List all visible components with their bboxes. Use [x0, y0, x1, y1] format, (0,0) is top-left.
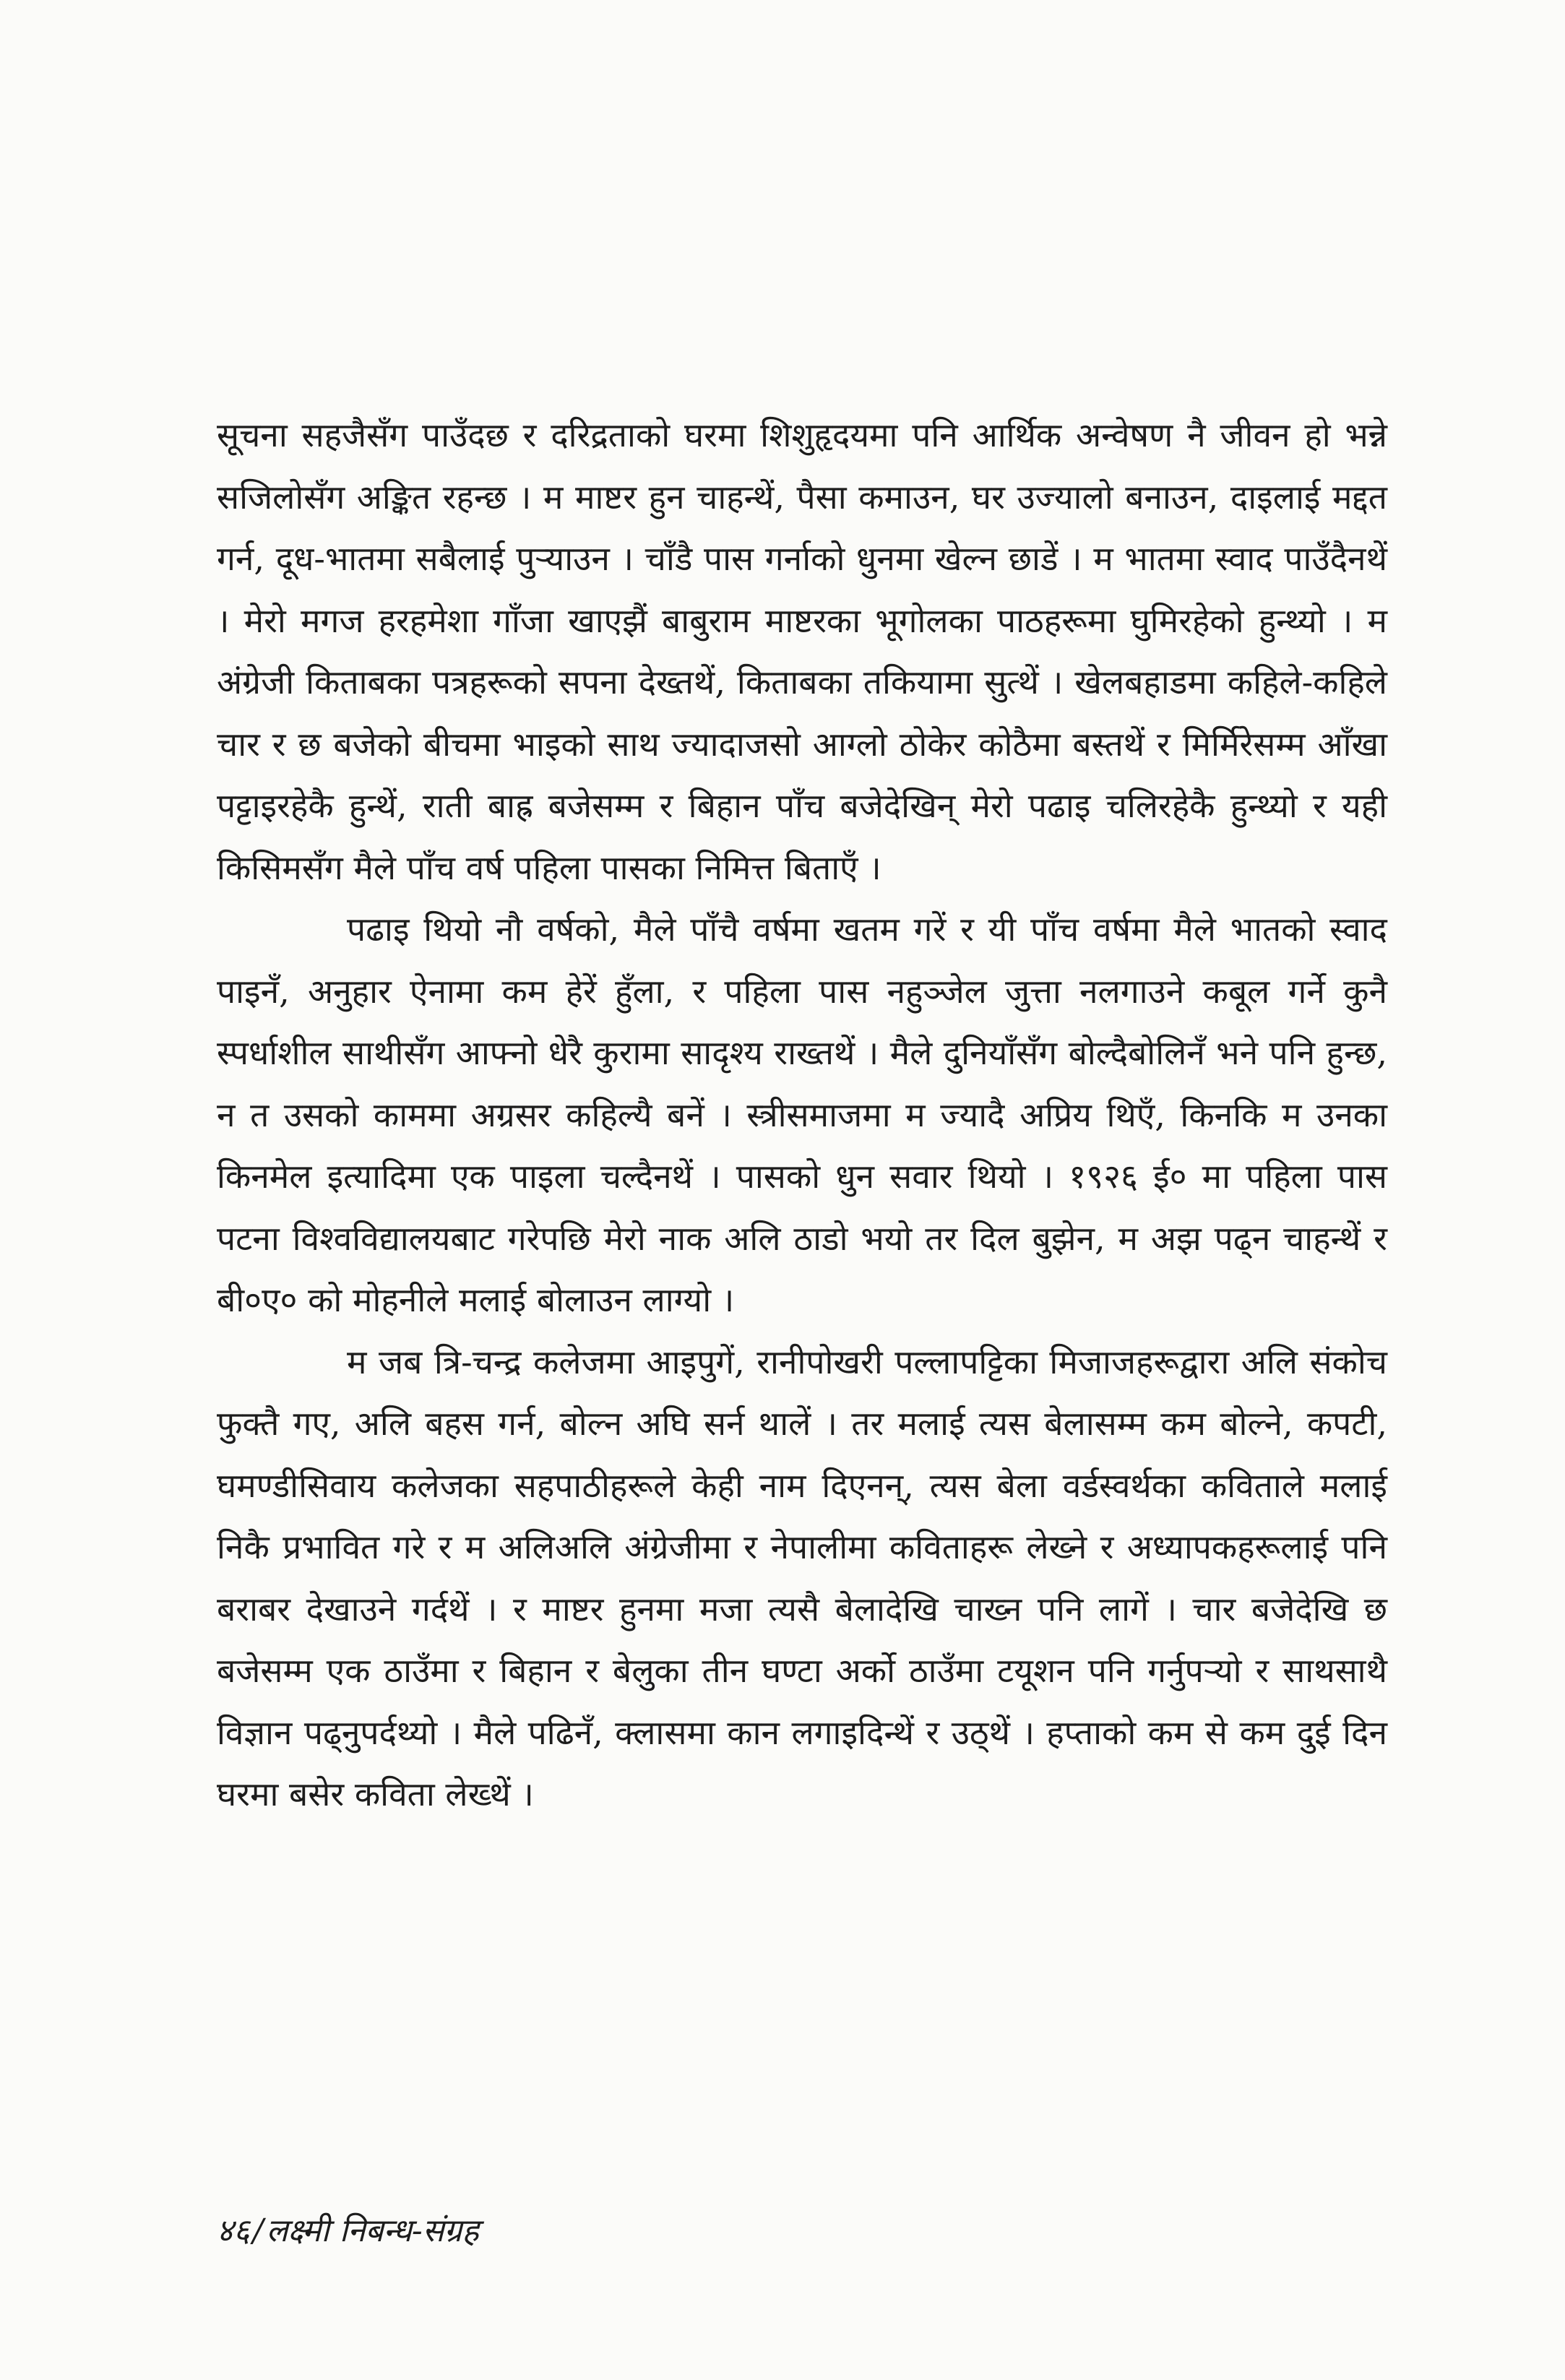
page-footer: [217, 2207, 479, 2251]
paragraph-2: पढाइ थियो नौ वर्षको, मैले पाँचै वर्षमा खतम गरें र यी पाँच वर्षमा मैले भातको स्वाद पाइनँ, अनुहार ऐनामा कम हेरें हुँला, र पहिला पास नहुञ्जेल जुत्ता नलगाउने कबूल गर्ने कुनै स्पर्धाशील साथीसँग आफ्नो धेरै कुरामा सादृश्य राख्तथें । मैले दुनियाँसँग बोल्दैबोलिनँ भने पनि हुन्छ, न त उसको काममा अग्रसर कहिल्यै बनें । स्त्रीसमाजमा म ज्यादै अप्रिय थिएँ, किनकि म उनका किनमेल इत्यादिमा एक पाइला चल्दैनथें । पासको धुन सवार थियो । १९२६ ई० मा पहिला पास पटना विश्वविद्यालयबाट गरेपछि मेरो नाक अलि ठाडो भयो तर दिल बुझेन, म अझ पढ्न चाहन्थें र बी०ए० को मोहनीले मलाई बोलाउन लाग्यो ।: [217, 910, 1387, 1319]
book-title: लक्ष्मी निबन्ध-संग्रह: [266, 2212, 479, 2249]
footer-separator: /: [252, 2212, 264, 2249]
paragraph-3: म जब त्रि-चन्द्र कलेजमा आइपुगें, रानीपोखरी पल्लापट्टिका मिजाजहरूद्वारा अलि संकोच फुक्तै गए, अलि बहस गर्न, बोल्न अघि सर्न थालें । तर मलाई त्यस बेलासम्म कम बोल्ने, कपटी, घमण्डीसिवाय कलेजका सहपाठीहरूले केही नाम दिएनन्, त्यस बेला वर्डस्वर्थका कविताले मलाई निकै प्रभावित गरे र म अलिअलि अंग्रेजीमा र नेपालीमा कविताहरू लेख्ने र अध्यापकहरूलाई पनि बराबर देखाउने गर्दथें । र माष्टर हुनमा मजा त्यसै बेलादेखि चाख्न पनि लागें । चार बजेदेखि छ बजेसम्म एक ठाउँमा र बिहान र बेलुका तीन घण्टा अर्को ठाउँमा टयूशन पनि गर्नुपऱ्यो र साथसाथै विज्ञान पढ्नुपर्दथ्यो । मैले पढिनँ, क्लासमा कान लगाइदिन्थें र उठ्थें । हप्ताको कम से कम दुई दिन घरमा बसेर कविता लेख्थें ।: [217, 1342, 1387, 1814]
paragraph-1: सूचना सहजैसँग पाउँदछ र दरिद्रताको घरमा शिशुहृदयमा पनि आर्थिक अन्वेषण नै जीवन हो भन्ने सजिलोसँग अङ्कित रहन्छ । म माष्टर हुन चाहन्थें, पैसा कमाउन, घर उज्यालो बनाउन, दाइलाई मद्दत गर्न, दूध-भातमा सबैलाई पुऱ्याउन । चाँडै पास गर्नाको धुनमा खेल्न छाडें । म भातमा स्वाद पाउँदैनथें । मेरो मगज हरहमेशा गाँजा खाएझैं बाबुराम माष्टरका भूगोलका पाठहरूमा घुमिरहेको हुन्थ्यो । म अंग्रेजी किताबका पत्रहरूको सपना देख्तथें, किताबका तकियामा सुत्थें । खेलबहाडमा कहिले-कहिले चार र छ बजेको बीचमा भाइको साथ ज्यादाजसो आग्लो ठोकेर कोठैमा बस्तथें र मिर्मिरेसम्म आँखा पट्टाइरहेकै हुन्थें, राती बाह्र बजेसम्म र बिहान पाँच बजेदेखिन् मेरो पढाइ चलिरहेकै हुन्थ्यो र यही किसिमसँग मैले पाँच वर्ष पहिला पासका निमित्त बिताएँ ।: [217, 415, 1387, 887]
page-number: ४६: [217, 2212, 250, 2249]
body-text: [217, 405, 1387, 1826]
